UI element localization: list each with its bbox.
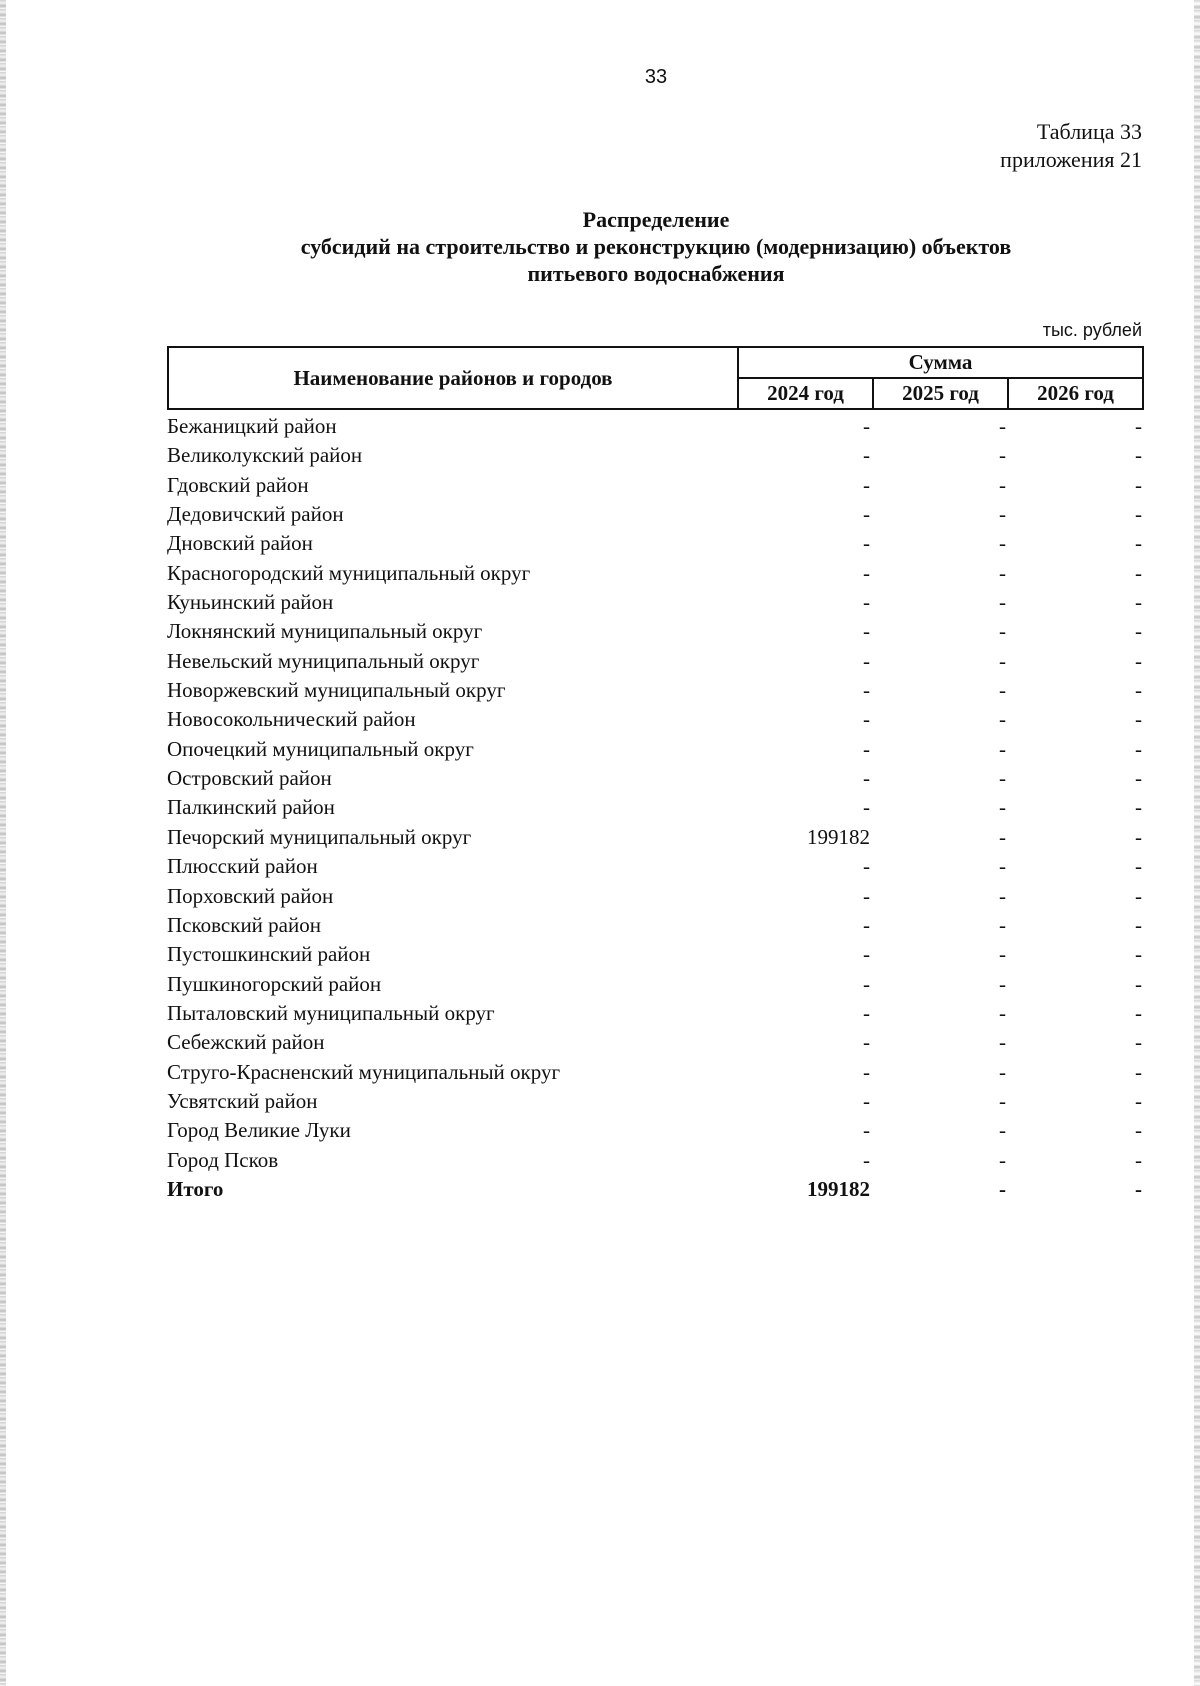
row-value-2026: -	[1135, 766, 1142, 791]
row-name: Опочецкий муниципальный округ	[167, 736, 474, 761]
row-name: Бежаницкий район	[167, 414, 337, 438]
table-row	[167, 471, 1142, 500]
row-value-2024: -	[863, 531, 870, 556]
column-header-2024: 2024 год	[738, 378, 873, 409]
table-row	[167, 735, 1142, 764]
table-row	[167, 529, 1142, 558]
table-row	[167, 617, 1142, 646]
row-value-2025: -	[999, 1147, 1006, 1172]
row-value-2025: -	[999, 736, 1006, 761]
row-value-2024: -	[863, 472, 870, 497]
row-value-2026: -	[1135, 590, 1142, 615]
row-value-2024: -	[863, 590, 870, 615]
row-value-2026: -	[1135, 414, 1142, 438]
row-value-2024: -	[863, 1147, 870, 1172]
column-header-sum: Сумма	[738, 347, 1143, 378]
column-header-2025: 2025 год	[873, 378, 1008, 409]
row-name: Великолукский район	[167, 443, 363, 468]
row-value-2025: -	[999, 766, 1006, 791]
table-row	[167, 559, 1142, 588]
row-value-2025: -	[999, 590, 1006, 615]
row-value-2026: -	[1135, 854, 1142, 879]
row-name: Себежский район	[167, 1030, 325, 1055]
row-value-2026: -	[1135, 1030, 1142, 1055]
table-row	[167, 1087, 1142, 1116]
row-value-2024: 199182	[807, 824, 870, 849]
table-row	[167, 412, 1142, 441]
table-row	[167, 647, 1142, 676]
row-value-2026: -	[1135, 648, 1142, 673]
row-value-2025: -	[999, 1059, 1006, 1084]
table-row	[167, 500, 1142, 529]
row-value-2024: -	[863, 1088, 870, 1113]
table-reference	[1000, 118, 1142, 174]
row-name: Новоржевский муниципальный округ	[167, 678, 506, 703]
row-name: Островский район	[167, 766, 332, 791]
row-value-2026: -	[1135, 619, 1142, 644]
row-name: Город Псков	[167, 1147, 279, 1172]
table-row	[167, 1116, 1142, 1145]
row-name: Пушкиногорский район	[167, 971, 382, 996]
row-value-2025: -	[999, 971, 1006, 996]
row-value-2026: -	[1135, 560, 1142, 585]
row-value-2026: -	[1135, 1000, 1142, 1025]
row-value-2025: -	[999, 883, 1006, 908]
row-value-2025: -	[999, 678, 1006, 703]
table-header	[167, 346, 1144, 410]
heading-line3: питьевого водоснабжения	[527, 261, 785, 286]
total-value-2025: -	[999, 1176, 1006, 1201]
row-value-2026: -	[1135, 824, 1142, 849]
row-value-2026: -	[1135, 971, 1142, 996]
table-body	[167, 412, 1142, 1204]
row-value-2026: -	[1135, 707, 1142, 732]
unit-label: тыс. рублей	[1042, 320, 1142, 340]
table-row	[167, 852, 1142, 881]
row-value-2024: -	[863, 707, 870, 732]
row-value-2024: -	[863, 942, 870, 967]
row-name: Пустошкинский район	[167, 942, 371, 967]
row-name: Локнянский муниципальный округ	[167, 619, 483, 644]
row-value-2026: -	[1135, 736, 1142, 761]
row-name: Пыталовский муниципальный округ	[167, 1000, 495, 1025]
row-value-2024: -	[863, 883, 870, 908]
table-reference-line2: приложения 21	[1000, 147, 1142, 172]
row-value-2024: -	[863, 854, 870, 879]
row-value-2026: -	[1135, 472, 1142, 497]
total-label: Итого	[167, 1176, 224, 1201]
row-value-2025: -	[999, 560, 1006, 585]
table-row	[167, 764, 1142, 793]
row-value-2026: -	[1135, 883, 1142, 908]
column-header-2026: 2026 год	[1008, 378, 1143, 409]
table-row	[167, 970, 1142, 999]
row-value-2024: -	[863, 560, 870, 585]
row-value-2025: -	[999, 531, 1006, 556]
row-value-2026: -	[1135, 1147, 1142, 1172]
row-name: Плюсский район	[167, 854, 318, 879]
row-value-2025: -	[999, 824, 1006, 849]
row-name: Палкинский район	[167, 795, 335, 820]
row-value-2026: -	[1135, 1059, 1142, 1084]
row-value-2025: -	[999, 854, 1006, 879]
column-header-name: Наименование районов и городов	[168, 347, 738, 409]
document-heading	[0, 206, 1200, 287]
row-value-2025: -	[999, 619, 1006, 644]
row-value-2026: -	[1135, 1088, 1142, 1113]
table-row	[167, 705, 1142, 734]
total-row	[167, 1175, 1142, 1204]
row-value-2025: -	[999, 1118, 1006, 1143]
row-value-2024: -	[863, 795, 870, 820]
row-value-2024: -	[863, 1000, 870, 1025]
row-value-2024: -	[863, 648, 870, 673]
row-name: Печорский муниципальный округ	[167, 824, 472, 849]
page-number: 33	[644, 66, 668, 88]
row-value-2026: -	[1135, 531, 1142, 556]
row-value-2024: -	[863, 678, 870, 703]
table-row	[167, 1028, 1142, 1057]
heading-line1: Распределение	[582, 207, 730, 232]
row-value-2025: -	[999, 1030, 1006, 1055]
table-reference-line1: Таблица 33	[1036, 119, 1142, 144]
table-row	[167, 999, 1142, 1028]
row-value-2024: -	[863, 736, 870, 761]
row-value-2026: -	[1135, 912, 1142, 937]
row-value-2024: -	[863, 912, 870, 937]
table-row	[167, 1146, 1142, 1175]
row-name: Город Великие Луки	[167, 1118, 351, 1143]
table-row	[167, 588, 1142, 617]
row-value-2025: -	[999, 472, 1006, 497]
table-row	[167, 441, 1142, 470]
row-name: Гдовский район	[167, 472, 309, 497]
row-name: Струго-Красненский муниципальный округ	[167, 1059, 561, 1084]
table-row	[167, 676, 1142, 705]
row-value-2024: -	[863, 971, 870, 996]
row-name: Порховский район	[167, 883, 334, 908]
row-value-2025: -	[999, 648, 1006, 673]
row-value-2026: -	[1135, 502, 1142, 527]
table-row	[167, 940, 1142, 969]
row-value-2025: -	[999, 1088, 1006, 1113]
row-value-2025: -	[999, 942, 1006, 967]
row-value-2025: -	[999, 502, 1006, 527]
row-name: Дедовичский район	[167, 502, 344, 527]
row-value-2025: -	[999, 1000, 1006, 1025]
row-value-2024: -	[863, 1030, 870, 1055]
row-value-2026: -	[1135, 942, 1142, 967]
row-value-2025: -	[999, 795, 1006, 820]
table-row	[167, 882, 1142, 911]
row-value-2025: -	[999, 414, 1006, 438]
row-value-2024: -	[863, 1059, 870, 1084]
row-value-2025: -	[999, 912, 1006, 937]
row-value-2024: -	[863, 1118, 870, 1143]
row-name: Дновский район	[167, 531, 313, 556]
row-value-2024: -	[863, 502, 870, 527]
row-value-2026: -	[1135, 1118, 1142, 1143]
total-value-2024: 199182	[807, 1176, 870, 1201]
table-row	[167, 1058, 1142, 1087]
table-row	[167, 823, 1142, 852]
row-value-2026: -	[1135, 678, 1142, 703]
table-row	[167, 911, 1142, 940]
row-value-2025: -	[999, 707, 1006, 732]
row-value-2024: -	[863, 766, 870, 791]
row-name: Невельский муниципальный округ	[167, 648, 480, 673]
row-name: Куньинский район	[167, 590, 334, 615]
row-name: Красногородский муниципальный округ	[167, 560, 531, 585]
row-value-2026: -	[1135, 795, 1142, 820]
row-value-2024: -	[863, 414, 870, 438]
row-name: Усвятский район	[167, 1088, 318, 1113]
row-value-2026: -	[1135, 443, 1142, 468]
row-value-2024: -	[863, 443, 870, 468]
row-name: Новосокольнический район	[167, 707, 416, 732]
table-row	[167, 793, 1142, 822]
heading-line2: субсидий на строительство и реконструкцию (модернизацию) объектов	[300, 234, 1012, 259]
row-value-2024: -	[863, 619, 870, 644]
row-name: Псковский район	[167, 912, 321, 937]
total-value-2026: -	[1135, 1176, 1142, 1201]
row-value-2025: -	[999, 443, 1006, 468]
